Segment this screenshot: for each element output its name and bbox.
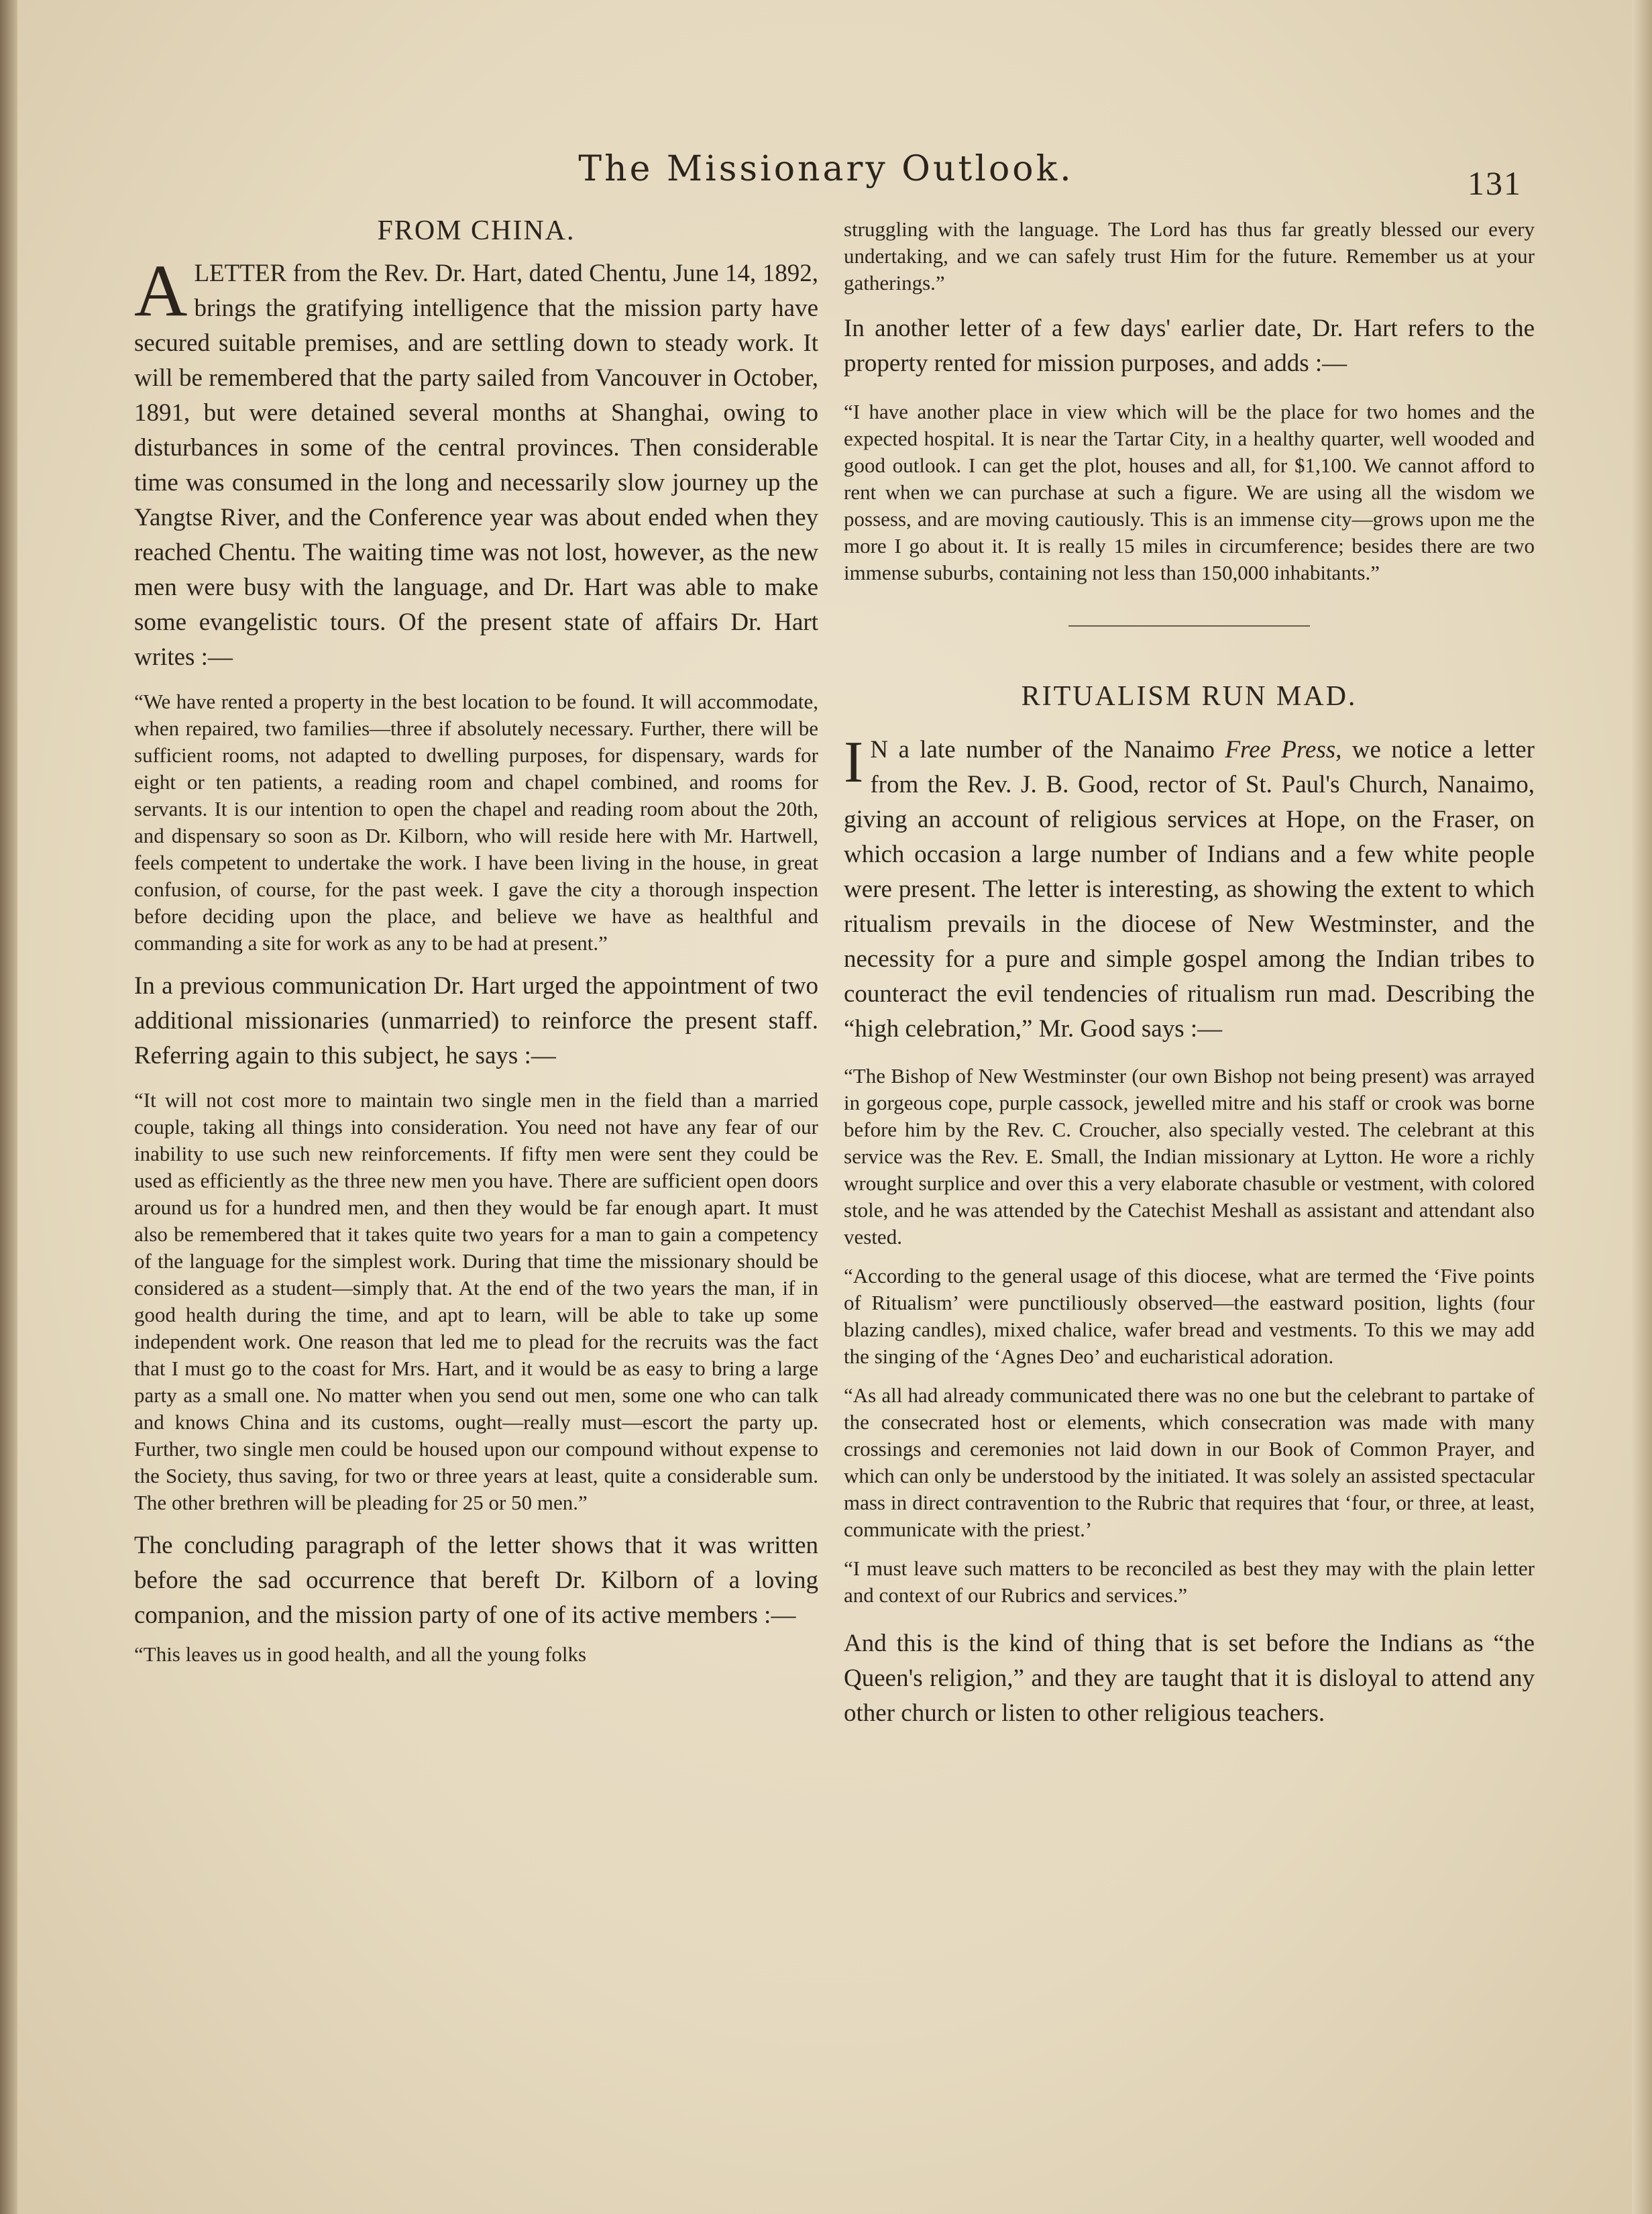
article1-quote-3-end: struggling with the language. The Lord has thus far greatly blessed our every undertaking, and we can safely trust Him for the future. Remember us at your gatherings.” (844, 217, 1535, 295)
article2-intro-text-b: we notice a letter from the Rev. J. B. Good, rector of St. Paul's Church, Nanaimo, giving an account of religious services at Hope, on the Fraser, on which occasion a large number of Indians and a few white people were present. The letter is interesting, as showing the extent to which ritualism prevails in the diocese of New Westminster, and the necessity for a pure and simple gospel among the Indian tribes to counteract the evil tendencies of ritualism run mad. Describing the “high celebration,” Mr. Good says :— (844, 736, 1535, 1043)
page-edge (1632, 0, 1652, 2214)
article2-quote-2: “According to the general usage of this diocese, what are termed the ‘Five points of Ritualism’ were punctiliously observed—the eastward position, lights (four blazing candles), mixed chalice, wafer bread and vestments. To this we may add the singing of the ‘Agnes Deo’ and eucharistical adoration. (844, 1264, 1535, 1368)
page-number: 131 (1468, 164, 1522, 202)
masthead: The Missionary Outlook. (578, 149, 1074, 189)
right-column (844, 216, 1535, 1731)
article2-quote-4: “I must leave such matters to be reconciled as best they may with the plain letter and context of our Rubrics and services.” (844, 1557, 1535, 1607)
article1-paragraph-2: In a previous communication Dr. Hart urged the appointment of two additional missionaries (unmarried) to reinforce the present staff. Referring again to this subject, he says :— (134, 972, 818, 1069)
article2-quote-3: “As all had already communicated there was no one but the celebrant to partake of the consecrated host or elements, which consecration was made with many crossings and ceremonies not laid down in our Book of Common Prayer, and which can only be understood by the initiated. It was solely an assisted spectacular mass in direct contravention to the Rubric that requires that ‘four, or three, at least, communicate with the priest.’ (844, 1383, 1535, 1541)
article1-quote-4: “I have another place in view which will be the place for two homes and the expected hospital. It is near the Tartar City, in a healthy quarter, well wooded and good outlook. I can get the plot, houses and all, for $1,100. We cannot afford to rent when we can purchase at such a figure. We are using all the wisdom we possess, and are moving cautiously. This is an immense city—grows upon me the more I go about it. It is really 15 miles in circumference; besides there are two immense suburbs, containing not less than 150,000 inhabitants.” (844, 400, 1535, 584)
left-column (134, 215, 818, 1680)
article1-quote-1: “We have rented a property in the best location to be found. It will accommodate, when repaired, two families—three if absolutely necessary. Further, there will be sufficient rooms, not adapted to dwelling purposes, for dispensary, wards for eight or ten patients, a reading room and chapel combined, and rooms for servants. It is our intention to open the chapel and reading room about the 20th, and dispensary so soon as Dr. Kilborn, who will reside here with Mr. Hartwell, feels competent to undertake the work. I have been living in the house, in great confusion, of course, for the past week. I gave the city a thorough inspection before deciding upon the place, and believe we have as healthful and commanding a site for work as any to be had at present.” (134, 690, 818, 955)
article1-quote-3-start: “This leaves us in good health, and all the young folks (134, 1642, 587, 1666)
article-title-from-china: FROM CHINA. (377, 215, 575, 246)
article1-intro (134, 250, 818, 675)
section-divider (1068, 625, 1310, 627)
drop-cap: I (844, 730, 864, 795)
newspaper-name: Free Press, (1225, 736, 1342, 763)
article2-closing: And this is the kind of thing that is set before the Indians as “the Queen's religion,” and they are taught that it is disloyal to attend any other church or listen to other religious teachers. (844, 1630, 1535, 1727)
article-title-ritualism: RITUALISM RUN MAD. (1021, 681, 1358, 712)
article2-intro (844, 730, 1535, 1047)
article1-quote-2: “It will not cost more to maintain two single men in the field than a married couple, taking all things into consideration. You need not have any fear of our inability to use such new reinforcements. If fifty men were sent they could be used as efficiently as the three new men you have. There are sufficient open doors around us for a hundred men, and then they would be far enough apart. It must also be remembered that it takes quite two years for a man to gain a competency of the language for the simplest work. During that time the missionary should be considered as a student—simply that. At the end of the two years the man, if in good health during the time, and apt to learn, will be able to take up some independent work. One reason that led me to plead for the recruits was the fact that I must go to the coast for Mrs. Hart, and it would be as easy to bring a large party as a small one. No matter when you send out men, some one who can talk and knows China and its customs, ought—really must—escort the party up. Further, two single men could be housed upon our compound without expense to the Society, thus saving, for two or three years at least, quite a considerable sum. The other brethren will be pleading for 25 or 50 men.” (134, 1088, 818, 1514)
article2-intro-text-a: N a late number of the Nanaimo (870, 736, 1225, 763)
article2-quote-1: “The Bishop of New Westminster (our own Bishop not being present) was arrayed in gorgeous cope, purple cassock, jewelled mitre and his staff or crook was borne before him by the Rev. C. Croucher, also specially vested. The celebrant at this service was the Rev. E. Small, the Indian missionary at Lytton. He wore a richly wrought surplice and over this a very elaborate chasuble or vestment, with colored stole, and he was attended by the Catechist Meshall as assistant and attendant also vested. (844, 1064, 1535, 1249)
article1-intro-text: LETTER from the Rev. Dr. Hart, dated Chentu, June 14, 1892, brings the gratifying intelligence that the mission party have secured suitable premises, and are settling down to steady work. It will be remembered that the party sailed from Vancouver in October, 1891, but were detained several months at Shanghai, owing to disturbances in some of the central provinces. Then considerable time was consumed in the long and necessarily slow journey up the Yangtse River, and the Conference year was about ended when they reached Chentu. The waiting time was not lost, however, as the new men were busy with the language, and Dr. Hart was able to make some evangelistic tours. Of the present state of affairs Dr. Hart writes :— (134, 260, 818, 671)
article1-paragraph-4: In another letter of a few days' earlier date, Dr. Hart refers to the property rented for mission purposes, and adds :— (844, 315, 1535, 377)
binding-edge (0, 0, 17, 2214)
article1-paragraph-3: The concluding paragraph of the letter shows that it was written before the sad occurrence that bereft Dr. Kilborn of a loving companion, and the mission party of one of its active members :— (134, 1532, 818, 1629)
drop-cap: A (134, 250, 188, 331)
